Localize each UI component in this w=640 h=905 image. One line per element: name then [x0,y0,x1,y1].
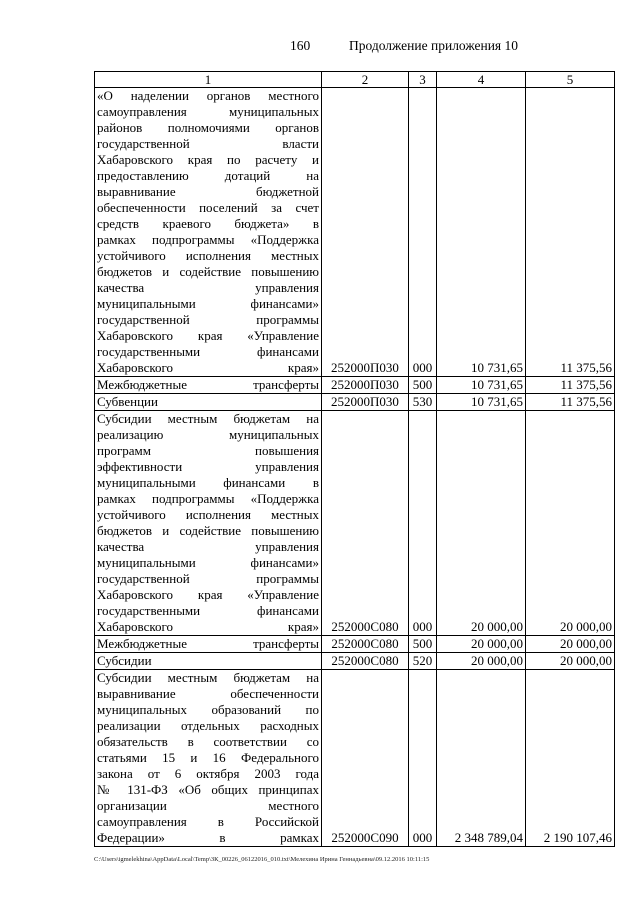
description-line: государственной власти [97,136,319,151]
row-expense-type: 520 [409,653,437,670]
table-row [95,636,615,653]
description-line: самоуправления в Российской [97,814,319,829]
budget-table [94,71,615,847]
description-line: Федерации» в рамках [97,830,319,845]
footer-file-path: C:\Users\igmelekhina\AppData\Local\Temp\ЗК_00226_06122016_010.txt\Мелехина Ирина Геннадьевна\09.12.2016 10:11:15 [94,856,430,863]
row-expense-type: 530 [409,394,437,411]
description-line: устойчивого исполнения местных [97,507,319,522]
row-target-code: 252000С080 [322,411,409,636]
row-expense-type: 000 [409,670,437,847]
description-line: программ повышения [97,443,319,458]
row-amount-year1: 10 731,65 [437,394,526,411]
row-description [95,670,322,847]
description-line: обязательств в соответствии со [97,734,319,749]
row-target-code: 252000С090 [322,670,409,847]
description-line: районов полномочиями органов [97,120,319,135]
row-amount-year1: 20 000,00 [437,653,526,670]
row-amount-year2: 11 375,56 [526,377,615,394]
table-row [95,394,615,411]
table-row [95,411,615,636]
column-header: 4 [437,72,526,88]
row-target-code: 252000П030 [322,377,409,394]
row-amount-year2: 11 375,56 [526,394,615,411]
row-expense-type: 500 [409,636,437,653]
row-description [95,377,322,394]
description-line: Субсидии [97,653,152,668]
description-line: Хабаровского края «Управление [97,587,319,602]
row-description [95,636,322,653]
description-line: государственной программы [97,312,319,327]
description-line: Межбюджетные трансферты [97,377,319,392]
row-description [95,394,322,411]
row-amount-year1: 10 731,65 [437,377,526,394]
row-description [95,411,322,636]
table-row [95,653,615,670]
description-line: «О наделении органов местного [97,88,319,103]
description-line: Хабаровского края» [97,360,319,375]
column-header: 3 [409,72,437,88]
row-amount-year2: 20 000,00 [526,636,615,653]
description-line: муниципальными финансами в [97,475,319,490]
description-line: качества управления [97,280,319,295]
description-line: государственными финансами [97,344,319,359]
row-expense-type: 000 [409,88,437,377]
description-line: закона от 6 октября 2003 года [97,766,319,781]
page-caption: Продолжение приложения 10 [349,38,519,53]
page-number: 160 [290,38,311,53]
row-target-code: 252000С080 [322,653,409,670]
row-amount-year2: 2 190 107,46 [526,670,615,847]
description-line: предоставлению дотаций на [97,168,319,183]
description-line: бюджетов и содействие повышению [97,264,319,279]
table-header-row [95,72,615,88]
description-line: выравнивание бюджетной [97,184,319,199]
description-line: средств краевого бюджета» в [97,216,319,231]
description-line: реализации отдельных расходных [97,718,319,733]
table-row [95,670,615,847]
description-line: рамках подпрограммы «Поддержка [97,491,319,506]
row-amount-year2: 20 000,00 [526,411,615,636]
row-target-code: 252000П030 [322,394,409,411]
row-amount-year2: 11 375,56 [526,88,615,377]
row-amount-year1: 20 000,00 [437,636,526,653]
table-row [95,377,615,394]
description-line: Субсидии местным бюджетам на [97,670,319,685]
column-header: 5 [526,72,615,88]
description-line: рамках подпрограммы «Поддержка [97,232,319,247]
description-line: бюджетов и содействие повышению [97,523,319,538]
description-line: Субсидии местным бюджетам на [97,411,319,426]
description-line: реализацию муниципальных [97,427,319,442]
description-line: Субвенции [97,394,158,409]
description-line: муниципальными финансами» [97,296,319,311]
description-line: качества управления [97,539,319,554]
description-line: Хабаровского края «Управление [97,328,319,343]
row-description [95,88,322,377]
description-line: устойчивого исполнения местных [97,248,319,263]
row-description [95,653,322,670]
description-line: обеспеченности поселений за счет [97,200,319,215]
description-line: муниципальных образований по [97,702,319,717]
description-line: государственными финансами [97,603,319,618]
row-amount-year1: 20 000,00 [437,411,526,636]
description-line: муниципальными финансами» [97,555,319,570]
column-header: 2 [322,72,409,88]
row-target-code: 252000С080 [322,636,409,653]
description-line: статьями 15 и 16 Федерального [97,750,319,765]
row-expense-type: 000 [409,411,437,636]
description-line: самоуправления муниципальных [97,104,319,119]
description-line: организации местного [97,798,319,813]
description-line: Хабаровского края по расчету и [97,152,319,167]
row-target-code: 252000П030 [322,88,409,377]
page-header [0,38,640,58]
description-line: Хабаровского края» [97,619,319,634]
budget-table-body [95,72,615,847]
description-line: государственной программы [97,571,319,586]
table-row [95,88,615,377]
row-amount-year2: 20 000,00 [526,653,615,670]
description-line: эффективности управления [97,459,319,474]
row-amount-year1: 10 731,65 [437,88,526,377]
description-line: № 131-ФЗ «Об общих принципах [97,782,319,797]
column-header: 1 [95,72,322,88]
row-expense-type: 500 [409,377,437,394]
description-line: выравнивание обеспеченности [97,686,319,701]
row-amount-year1: 2 348 789,04 [437,670,526,847]
description-line: Межбюджетные трансферты [97,636,319,651]
